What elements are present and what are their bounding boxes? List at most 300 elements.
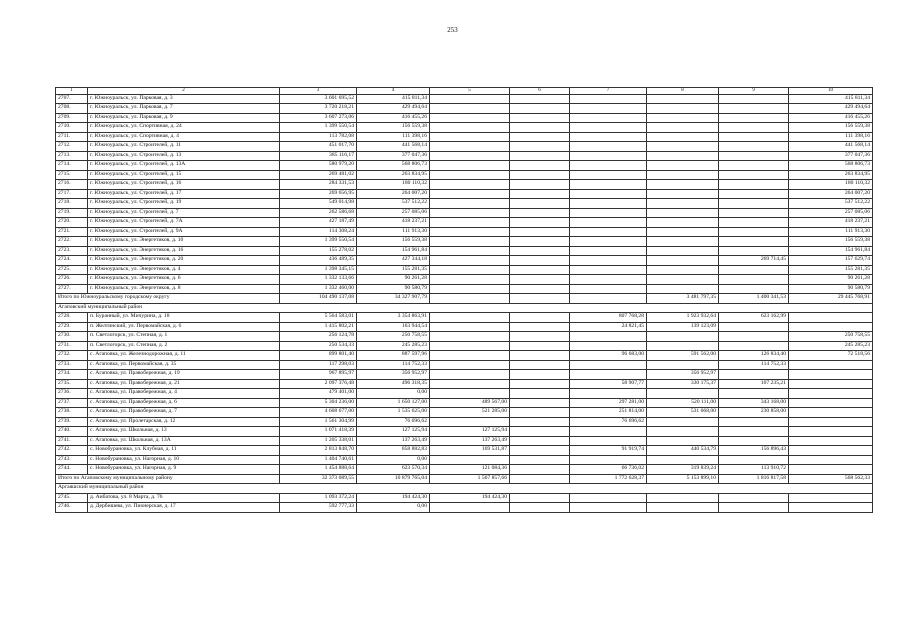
table-cell: [647, 455, 719, 465]
table-cell: 104 490 137,08: [280, 294, 357, 304]
table-cell: 111 913,30: [789, 227, 873, 237]
table-cell: 2716.: [56, 180, 88, 190]
table-cell: 114 308,24: [280, 227, 357, 237]
table-cell: 5: [430, 88, 510, 95]
table-cell: [719, 275, 789, 285]
table-cell: [570, 142, 647, 152]
table-cell: 269 714,45: [719, 256, 789, 266]
table-cell: 3 354 863,91: [357, 313, 430, 323]
table-cell: 111 398,16: [357, 132, 430, 142]
table-cell: г. Южноуральск, ул. Строителей, д. 7: [88, 208, 280, 218]
table-cell: 2728.: [56, 313, 88, 323]
table-cell: [789, 322, 873, 332]
table-cell: [647, 275, 719, 285]
table-cell: 1 093 372,24: [280, 493, 357, 503]
table-cell: 568 562,33: [789, 474, 873, 484]
table-cell: 427 187,49: [280, 218, 357, 228]
table-row: [56, 199, 873, 209]
table-cell: 568 806,73: [789, 161, 873, 171]
table-cell: [570, 455, 647, 465]
table-cell: 489 567,00: [430, 398, 510, 408]
table-cell: [719, 332, 789, 342]
table-cell: 2738.: [56, 408, 88, 418]
table-cell: 2707.: [56, 94, 88, 104]
table-cell: г. Южноуральск, ул. Парковая, д. 3: [88, 94, 280, 104]
table-cell: 385 116,17: [280, 151, 357, 161]
table-cell: 264 007,20: [357, 189, 430, 199]
table-cell: [647, 218, 719, 228]
table-cell: 531 668,00: [647, 408, 719, 418]
table-row: [56, 170, 873, 180]
table-cell: 1 650 127,00: [357, 398, 430, 408]
table-cell: г. Южноуральск, ул. Спортивная, д. 4: [88, 132, 280, 142]
table-cell: [510, 389, 570, 399]
table-cell: [430, 208, 510, 218]
table-cell: 9: [719, 88, 789, 95]
table-cell: 90 580,79: [357, 284, 430, 294]
table-cell: 377 047,36: [789, 151, 873, 161]
table-cell: [789, 493, 873, 503]
table-row: [56, 360, 873, 370]
table-cell: [647, 237, 719, 247]
table-cell: 121 084,36: [430, 465, 510, 475]
table-cell: г. Южноуральск, ул. Строителей, д. 19: [88, 199, 280, 209]
table-cell: [510, 265, 570, 275]
table-cell: [647, 104, 719, 114]
table-cell: [789, 465, 873, 475]
table-cell: 2719.: [56, 208, 88, 218]
table-cell: 479 401,00: [280, 389, 357, 399]
table-cell: [719, 436, 789, 446]
table-cell: [510, 113, 570, 123]
table-row: [56, 379, 873, 389]
table-cell: г. Южноуральск, ул. Парковая, д. 7: [88, 104, 280, 114]
table-cell: [719, 94, 789, 104]
table-cell: 2713.: [56, 151, 88, 161]
table-cell: 2743.: [56, 455, 88, 465]
table-cell: [719, 227, 789, 237]
table-cell: 127 125,94: [357, 427, 430, 437]
table-cell: [430, 332, 510, 342]
table-cell: [430, 379, 510, 389]
table-row: [56, 322, 873, 332]
table-cell: 114 752,33: [357, 360, 430, 370]
table-cell: [719, 322, 789, 332]
table-cell: 10 879 765,04: [357, 474, 430, 484]
table-cell: 440 534,79: [647, 446, 719, 456]
table-cell: [647, 208, 719, 218]
table-row: [56, 465, 873, 475]
table-cell: г. Южноуральск, ул. Парковая, д. 9: [88, 113, 280, 123]
table-cell: [647, 199, 719, 209]
table-cell: [430, 341, 510, 351]
table-cell: с. Агаповка, ул. Первомайская, д. 35: [88, 360, 280, 370]
table-cell: 269 481,02: [280, 170, 357, 180]
table-cell: 4 608 677,00: [280, 408, 357, 418]
table-cell: [570, 161, 647, 171]
table-cell: 2739.: [56, 417, 88, 427]
table-cell: 113 910,72: [719, 465, 789, 475]
table-cell: [430, 313, 510, 323]
table-cell: [719, 237, 789, 247]
table-cell: [510, 151, 570, 161]
table-row: [56, 446, 873, 456]
table-cell: [719, 142, 789, 152]
table-cell: с. Агаповка, ул. Пролетарская, д. 12: [88, 417, 280, 427]
table-cell: [510, 351, 570, 361]
table-cell: 2710.: [56, 123, 88, 133]
table-cell: 520 111,00: [647, 398, 719, 408]
table-cell: 2 813 848,70: [280, 446, 357, 456]
table-cell: 1 205 338,01: [280, 436, 357, 446]
table-cell: 245 285,23: [789, 341, 873, 351]
table-cell: 2742.: [56, 446, 88, 456]
table-cell: [719, 341, 789, 351]
table-cell: [430, 322, 510, 332]
register-table: [55, 87, 873, 513]
table-cell: [510, 284, 570, 294]
table-cell: 91 919,74: [570, 446, 647, 456]
table-cell: 418 237,21: [357, 218, 430, 228]
table-cell: [510, 275, 570, 285]
table-cell: [430, 170, 510, 180]
table-cell: [647, 341, 719, 351]
table-cell: [570, 94, 647, 104]
table-row: [56, 398, 873, 408]
table-cell: [430, 199, 510, 209]
table-cell: [510, 341, 570, 351]
table-cell: 297 281,00: [570, 398, 647, 408]
table-row: [56, 123, 873, 133]
table-cell: [719, 493, 789, 503]
table-cell: 2733.: [56, 360, 88, 370]
table-cell: 1 071 418,39: [280, 427, 357, 437]
table-cell: 521 285,00: [430, 408, 510, 418]
table-cell: [430, 151, 510, 161]
table-cell: п. Светлогорск, ул. Степная, д. 2: [88, 341, 280, 351]
table-cell: [570, 237, 647, 247]
table-cell: 3 601 695,52: [280, 94, 357, 104]
table-cell: [570, 493, 647, 503]
table-cell: [570, 199, 647, 209]
table-cell: [510, 227, 570, 237]
table-cell: [789, 370, 873, 380]
table-cell: [647, 132, 719, 142]
table-cell: 356 952,97: [357, 370, 430, 380]
table-row: [56, 455, 873, 465]
table-cell: [719, 265, 789, 275]
table-cell: с. Агаповка, ул. Железнодорожная, д. 11: [88, 351, 280, 361]
table-cell: [789, 436, 873, 446]
table-cell: 156 559,38: [789, 237, 873, 247]
table-cell: 154 961,84: [357, 246, 430, 256]
table-cell: 2729.: [56, 322, 88, 332]
table-cell: [510, 436, 570, 446]
table-row: [56, 227, 873, 237]
table-cell: 139 123,09: [647, 322, 719, 332]
table-cell: [430, 237, 510, 247]
table-cell: 1 404 740,61: [280, 455, 357, 465]
table-cell: 451 017,70: [280, 142, 357, 152]
table-row: [56, 132, 873, 142]
table-cell: г. Южноуральск, ул. Энергетиков, д. 8: [88, 284, 280, 294]
table-cell: 90 261,28: [789, 275, 873, 285]
table-cell: 155 281,35: [357, 265, 430, 275]
table-cell: г. Южноуральск, ул. Энергетиков, д. 16: [88, 246, 280, 256]
table-row: [56, 218, 873, 228]
table-cell: с. Новобурановка, ул. Нагорная, д. 9: [88, 465, 280, 475]
table-row: [56, 161, 873, 171]
table-cell: 2721.: [56, 227, 88, 237]
table-cell: [570, 332, 647, 342]
table-cell: 1 332 133,66: [280, 275, 357, 285]
table-cell: [719, 246, 789, 256]
table-cell: с. Новобурановка, ул. Нагорная, д. 10: [88, 455, 280, 465]
table-cell: [647, 113, 719, 123]
table-cell: [789, 503, 873, 513]
table-cell: [510, 246, 570, 256]
table-cell: 580 979,20: [280, 161, 357, 171]
table-cell: 2744.: [56, 465, 88, 475]
table-cell: [510, 408, 570, 418]
table-cell: г. Южноуральск, ул. Строителей, д. 9А: [88, 227, 280, 237]
table-cell: с. Новобурановка, ул. Клубная, д. 11: [88, 446, 280, 456]
table-cell: [510, 398, 570, 408]
table-cell: п. Светлогорск, ул. Степная, д. 1: [88, 332, 280, 342]
table-cell: 90 261,28: [357, 275, 430, 285]
table-cell: г. Южноуральск, ул. Энергетиков, д. 10: [88, 237, 280, 247]
table-cell: [719, 284, 789, 294]
table-cell: [719, 370, 789, 380]
table-cell: [430, 246, 510, 256]
table-cell: 156 559,38: [357, 237, 430, 247]
table-cell: [570, 341, 647, 351]
table-cell: [430, 265, 510, 275]
table-cell: 137 263,49: [357, 436, 430, 446]
table-cell: [570, 208, 647, 218]
table-cell: 194 424,30: [430, 493, 510, 503]
table-row: [56, 436, 873, 446]
table-cell: 429 494,64: [789, 104, 873, 114]
table-cell: [510, 256, 570, 266]
table-cell: 7: [570, 88, 647, 95]
table-cell: Итого по Южноуральскому городскому округу: [56, 294, 280, 304]
table-cell: Агаповский муниципальный район: [56, 303, 873, 313]
table-cell: 623 162,99: [719, 313, 789, 323]
table-cell: 1 816 817,58: [719, 474, 789, 484]
table-cell: 2712.: [56, 142, 88, 152]
table-cell: [570, 170, 647, 180]
table-cell: 156 896,43: [719, 446, 789, 456]
table-cell: 319 839,24: [647, 465, 719, 475]
table-cell: 436 489,35: [280, 256, 357, 266]
table-cell: 623 570,34: [357, 465, 430, 475]
table-cell: 0,00: [357, 455, 430, 465]
table-cell: [510, 313, 570, 323]
table-cell: [789, 360, 873, 370]
table-cell: 2723.: [56, 246, 88, 256]
table-cell: [789, 389, 873, 399]
table-cell: 537 512,22: [357, 199, 430, 209]
table-cell: [570, 104, 647, 114]
table-cell: г. Южноуральск, ул. Энергетиков, д. 6: [88, 275, 280, 285]
table-cell: 967 895,97: [280, 370, 357, 380]
table-row: [56, 151, 873, 161]
table-cell: 2717.: [56, 189, 88, 199]
table-cell: 5 564 583,01: [280, 313, 357, 323]
table-cell: [430, 284, 510, 294]
table-cell: [510, 104, 570, 114]
table-cell: [510, 417, 570, 427]
table-cell: [430, 370, 510, 380]
table-cell: с. Агаповка, ул. Правобережная, д. 19: [88, 370, 280, 380]
table-row: [56, 142, 873, 152]
table-row: [56, 503, 873, 513]
table-row: [56, 189, 873, 199]
table-row: [56, 237, 873, 247]
table-cell: [570, 151, 647, 161]
table-cell: [789, 379, 873, 389]
table-cell: [510, 132, 570, 142]
table-cell: 2714.: [56, 161, 88, 171]
table-cell: 0,00: [357, 389, 430, 399]
page-number: 253: [447, 26, 458, 34]
table-cell: 415 811,34: [357, 94, 430, 104]
table-cell: с. Агаповка, ул. Правобережная, д. 7: [88, 408, 280, 418]
table-row: [56, 493, 873, 503]
table-cell: п. Желтинский, ул. Первомайская, д. 6: [88, 322, 280, 332]
table-cell: 2708.: [56, 104, 88, 114]
table-cell: [570, 256, 647, 266]
table-cell: г. Южноуральск, ул. Строителей, д. 16: [88, 180, 280, 190]
table-cell: [647, 170, 719, 180]
table-cell: 250 758,55: [789, 332, 873, 342]
table-cell: [510, 142, 570, 152]
table-cell: 8: [647, 88, 719, 95]
table-cell: г. Южноуральск, ул. Энергетиков, д. 20: [88, 256, 280, 266]
table-cell: [510, 161, 570, 171]
table-cell: [570, 227, 647, 237]
table-cell: [719, 170, 789, 180]
table-cell: 24 821,45: [570, 322, 647, 332]
table-cell: [647, 436, 719, 446]
table-cell: с. Агаповка, ул. Правобережная, д. 6: [88, 398, 280, 408]
table-cell: с. Агаповка, ул. Правобережная, д. 4: [88, 389, 280, 399]
table-cell: [570, 427, 647, 437]
table-cell: [647, 227, 719, 237]
table-cell: д. Аибатова, ул. 8 Марта, д. 76: [88, 493, 280, 503]
table-cell: 591 562,00: [647, 351, 719, 361]
table-cell: 1 332 460,00: [280, 284, 357, 294]
table-cell: [789, 455, 873, 465]
table-cell: 2718.: [56, 199, 88, 209]
table-row: [56, 408, 873, 418]
table-cell: [647, 142, 719, 152]
table-cell: 111 913,30: [357, 227, 430, 237]
table-cell: 262 586,68: [280, 208, 357, 218]
table-cell: 899 801,40: [280, 351, 357, 361]
table-cell: 1 561 304,99: [280, 417, 357, 427]
table-cell: [570, 370, 647, 380]
table-cell: [510, 237, 570, 247]
table-cell: 180 110,32: [789, 180, 873, 190]
table-cell: [510, 180, 570, 190]
table-cell: [719, 503, 789, 513]
table-row: [56, 180, 873, 190]
table-cell: 5 304 236,00: [280, 398, 357, 408]
table-cell: [647, 189, 719, 199]
table-cell: [570, 265, 647, 275]
table-cell: [510, 370, 570, 380]
table-cell: [647, 161, 719, 171]
table-cell: [430, 360, 510, 370]
total-row: [56, 294, 873, 304]
table-cell: [510, 503, 570, 513]
table-cell: [510, 379, 570, 389]
table-cell: [510, 94, 570, 104]
table-cell: 0,00: [357, 503, 430, 513]
table-cell: 127 125,94: [430, 427, 510, 437]
table-cell: 1 398 345,15: [280, 265, 357, 275]
table-cell: [510, 170, 570, 180]
table-cell: 263 834,95: [357, 170, 430, 180]
table-cell: [510, 455, 570, 465]
table-cell: [510, 474, 570, 484]
table-cell: 2715.: [56, 170, 88, 180]
table-cell: г. Южноуральск, ул. Строителей, д. 11: [88, 142, 280, 152]
table-row: [56, 208, 873, 218]
table-cell: 154 961,84: [789, 246, 873, 256]
table-cell: 1 399 550,54: [280, 237, 357, 247]
table-cell: [647, 427, 719, 437]
table-cell: [789, 446, 873, 456]
table-cell: [510, 208, 570, 218]
table-cell: [430, 256, 510, 266]
table-cell: 1 399 550,54: [280, 123, 357, 133]
table-cell: 5 153 899,10: [647, 474, 719, 484]
table-cell: 3 607 273,06: [280, 113, 357, 123]
table-cell: 2746.: [56, 503, 88, 513]
table-cell: [647, 332, 719, 342]
table-cell: [647, 360, 719, 370]
table-cell: [647, 123, 719, 133]
table-cell: 156 559,38: [357, 123, 430, 133]
table-cell: 415 811,34: [789, 94, 873, 104]
table-cell: 2737.: [56, 398, 88, 408]
table-cell: [430, 142, 510, 152]
table-row: [56, 246, 873, 256]
table-cell: [510, 446, 570, 456]
table-cell: [570, 275, 647, 285]
table-cell: [647, 256, 719, 266]
table-cell: 1 923 932,64: [647, 313, 719, 323]
table-cell: 330 175,37: [647, 379, 719, 389]
table-cell: [719, 123, 789, 133]
table-cell: [789, 417, 873, 427]
table-cell: 156 559,38: [789, 123, 873, 133]
table-cell: [719, 161, 789, 171]
table-cell: 137 263,49: [430, 436, 510, 446]
table-cell: [570, 389, 647, 399]
table-cell: 58 907,77: [570, 379, 647, 389]
table-cell: [510, 189, 570, 199]
table-cell: 377 047,36: [357, 151, 430, 161]
table-cell: 251 814,00: [570, 408, 647, 418]
table-cell: 418 237,21: [789, 218, 873, 228]
table-cell: 1 400 341,53: [719, 294, 789, 304]
table-cell: [430, 227, 510, 237]
table-cell: 117 298,03: [280, 360, 357, 370]
